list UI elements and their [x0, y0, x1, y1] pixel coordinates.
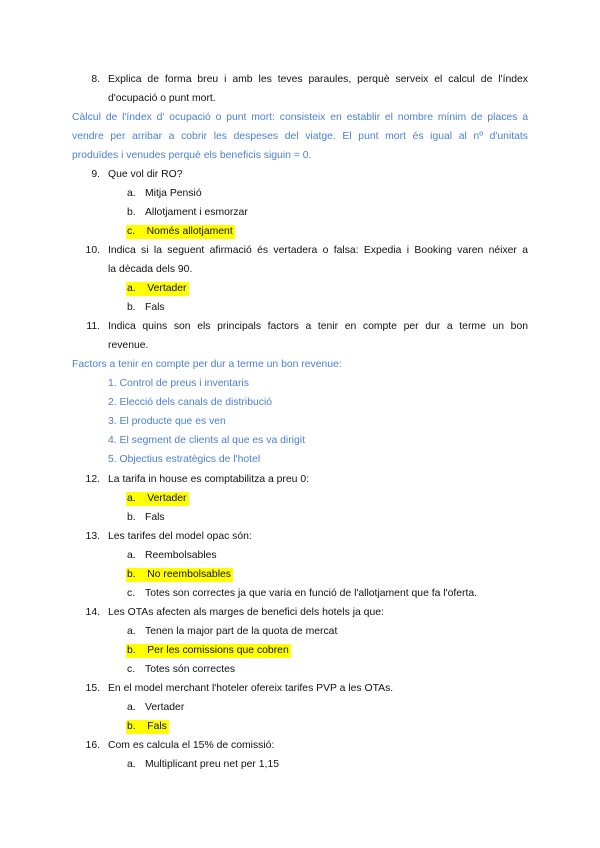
highlighted-option	[126, 568, 233, 582]
question-number: 10.	[85, 245, 100, 256]
option-letter: c.	[127, 664, 136, 675]
option-text: No reembolsables	[147, 569, 231, 580]
option-letter: a.	[127, 626, 136, 637]
question-number: 14.	[85, 607, 100, 618]
question-number: 16.	[85, 740, 100, 751]
question-text: La tarifa in house es comptabilitza a preu 0:	[108, 474, 310, 485]
option-text: Fals	[145, 302, 165, 313]
option-letter: c.	[127, 588, 136, 599]
answer-list-item: 1. Control de preus i inventaris	[108, 378, 249, 389]
highlighted-option	[126, 282, 189, 296]
question-text: Indica si la seguent afirmació és vertadera o falsa: Expedia i Booking varen néixer a	[108, 245, 528, 256]
answer-paragraph: produïdes i venudes perquè els beneficis siguin = 0.	[72, 150, 312, 161]
question-text: Explica de forma breu i amb les teves paraules, perquè serveix el calcul de l'índex	[108, 74, 528, 85]
answer-heading: Factors a tenir en compte per dur a terme un bon revenue:	[72, 359, 342, 370]
question-text: la dècada dels 90.	[108, 264, 193, 275]
question-text: Que vol dir RO?	[108, 169, 183, 180]
option-text: Totes són correctes	[145, 664, 236, 675]
option-text: Allotjament i esmorzar	[145, 207, 248, 218]
option-letter: b.	[127, 302, 136, 313]
option-letter: a.	[127, 759, 136, 770]
option-text: Fals	[145, 512, 165, 523]
option-letter: a.	[127, 550, 136, 561]
option-text: Per les comissions que cobren	[147, 645, 289, 656]
question-number: 8.	[91, 74, 100, 85]
option-letter: b.	[127, 569, 136, 580]
option-text: Només allotjament	[146, 226, 233, 237]
answer-list-item: 3. El producte que es ven	[108, 416, 226, 427]
option-text: Vertader	[147, 283, 187, 294]
question-text: d'ocupació o punt mort.	[108, 93, 216, 104]
option-letter: b.	[127, 721, 136, 732]
option-letter: a.	[127, 283, 136, 294]
answer-list-item: 4. El segment de clients al que es va dirigit	[108, 435, 305, 446]
option-text: Totes son correctes ja que varia en funció de l'allotjament que fa l'oferta.	[145, 588, 478, 599]
option-letter: c.	[127, 226, 136, 237]
answer-list-item: 5. Objectius estratègics de l'hotel	[108, 454, 261, 465]
question-number: 11.	[86, 321, 100, 332]
highlighted-option	[126, 644, 291, 658]
option-text: Mitja Pensió	[145, 188, 202, 199]
highlighted-option	[126, 720, 169, 734]
answer-paragraph: vendre per arribar a cobrir les despeses del viatge. El punt mort és igual al nº d'unitats	[72, 131, 528, 142]
answer-list-item: 2. Elecció dels canals de distribució	[108, 397, 273, 408]
option-letter: a.	[127, 493, 136, 504]
option-text: Vertader	[145, 702, 185, 713]
option-letter: b.	[127, 207, 136, 218]
option-letter: b.	[127, 512, 136, 523]
option-text: Vertader	[147, 493, 187, 504]
option-letter: a.	[127, 702, 136, 713]
option-text: Tenen la major part de la quota de mercat	[145, 626, 338, 637]
question-number: 9.	[91, 169, 100, 180]
option-text: Fals	[147, 721, 167, 732]
question-text: Les tarifes del model opac són:	[108, 531, 252, 542]
question-text: Com es calcula el 15% de comissió:	[108, 740, 275, 751]
option-letter: a.	[127, 188, 136, 199]
question-number: 15.	[85, 683, 100, 694]
question-text: Indica quins son els principals factors a tenir en compte per dur a terme un bon	[108, 321, 528, 332]
question-number: 12.	[85, 474, 100, 485]
option-letter: b.	[127, 645, 136, 656]
option-text: Multiplicant preu net per 1,15	[145, 759, 280, 770]
highlighted-option	[126, 225, 235, 239]
question-text: revenue.	[108, 340, 149, 351]
question-text: Les OTAs afecten als marges de benefici dels hotels ja que:	[108, 607, 384, 618]
option-text: Reembolsables	[145, 550, 217, 561]
answer-paragraph: Càlcul de l'índex d' ocupació o punt mort: consisteix en establir el nombre mínim de places a	[72, 112, 528, 123]
question-number: 13.	[85, 531, 100, 542]
highlighted-option	[126, 492, 189, 506]
question-text: En el model merchant l'hoteler ofereix tarifes PVP a les OTAs.	[108, 683, 394, 694]
